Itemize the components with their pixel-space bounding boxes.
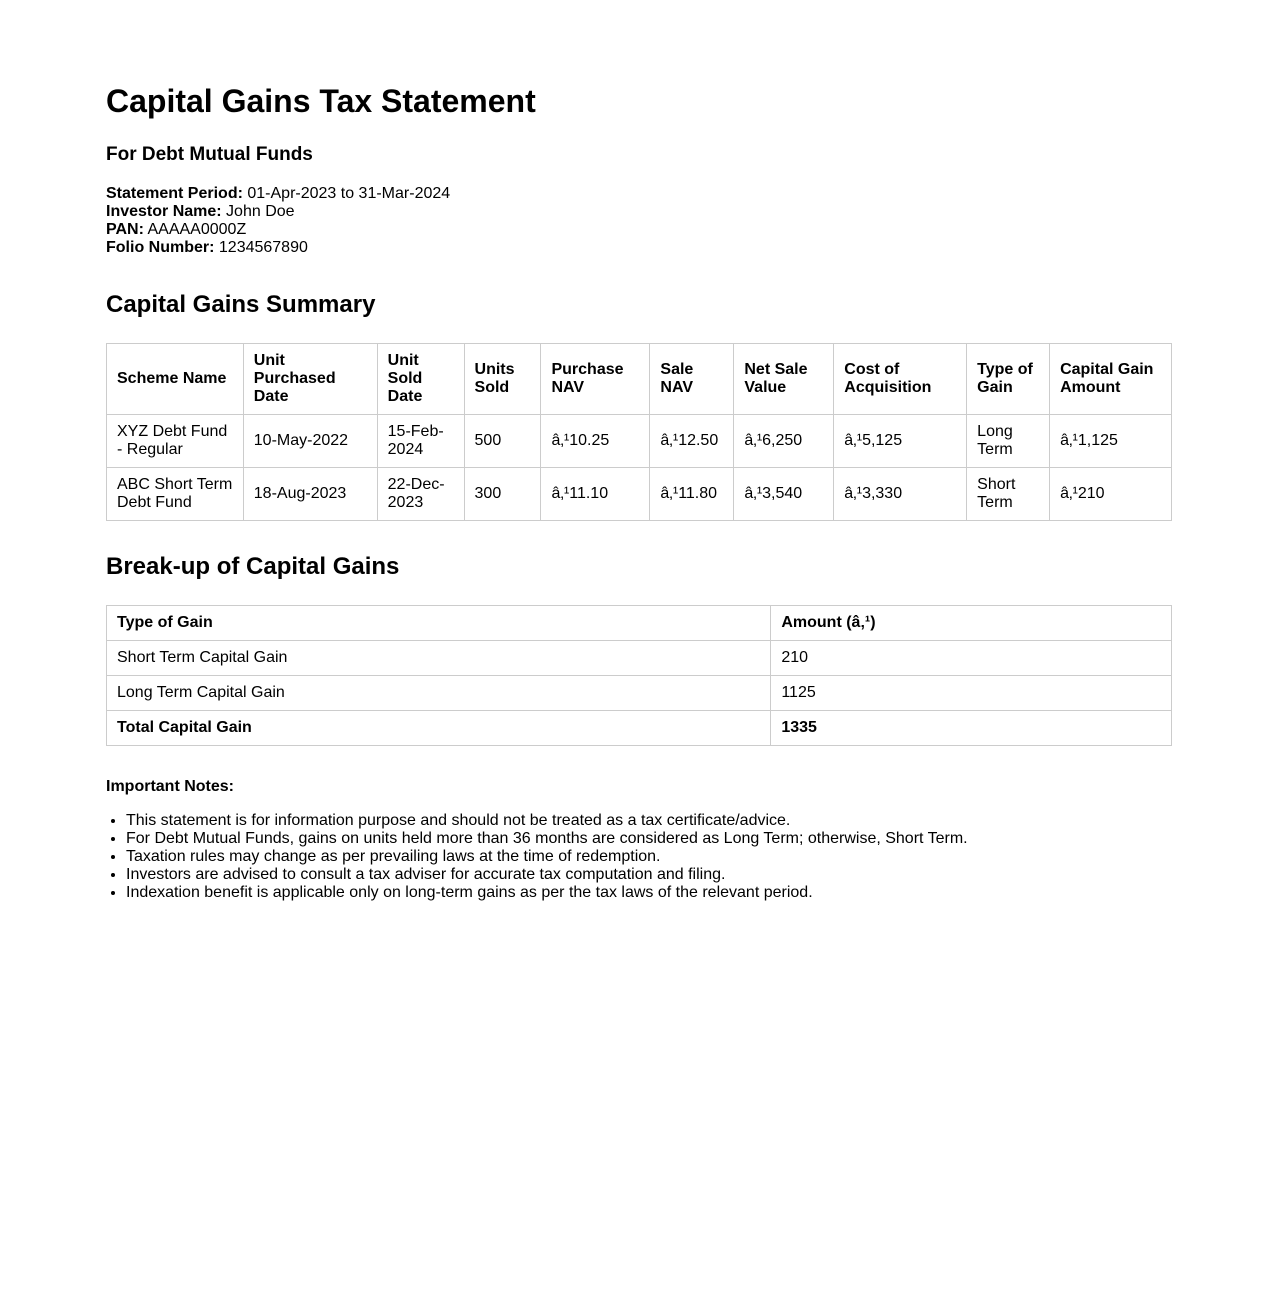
table-row [107,676,1172,711]
total-label: Total Capital Gain [107,711,771,746]
statement-period-label: Statement Period: [106,185,243,202]
list-item: • Investors are advised to consult a tax adviser for accurate tax computation and filing. [126,866,1172,884]
table-cell: 1125 [771,676,1172,711]
column-header: Scheme Name [107,344,244,415]
notes-title: Important Notes: [106,778,234,795]
column-header: Purchase NAV [541,344,650,415]
total-value: 1335 [771,711,1172,746]
breakup-heading: Break-up of Capital Gains [106,553,400,580]
folio-number-value: 1234567890 [218,239,308,256]
column-header: Capital Gain Amount [1050,344,1172,415]
table-cell: 300 [464,468,541,521]
folio-number-label: Folio Number: [106,239,215,256]
table-cell: â‚¹5,125 [834,415,967,468]
statement-period-value: 01-Apr-2023 to 31-Mar-2024 [247,185,451,202]
table-cell: XYZ Debt Fund - Regular [107,415,244,468]
table-cell: ABC Short Term Debt Fund [107,468,244,521]
capital-gains-breakup-table [106,605,1172,746]
page-subtitle: For Debt Mutual Funds [106,144,313,165]
list-item: • Taxation rules may change as per prevailing laws at the time of redemption. [126,848,1172,866]
investor-name-label: Investor Name: [106,203,222,220]
statement-period [106,185,1172,203]
column-header: Unit Sold Date [377,344,464,415]
table-cell: 22-Dec-2023 [377,468,464,521]
pan-value: AAAAA0000Z [147,221,247,238]
investor-name-value: John Doe [226,203,295,220]
table-cell: 500 [464,415,541,468]
list-item: • Indexation benefit is applicable only on long-term gains as per the tax laws of the relevant period. [126,884,1172,902]
pan-label: PAN: [106,221,144,238]
table-cell: â‚¹11.80 [650,468,734,521]
column-header: Amount (â‚¹) [771,606,1172,641]
list-item: • This statement is for information purpose and should not be treated as a tax certificate/advice. [126,812,1172,830]
folio-number [106,239,1172,257]
table-cell: â‚¹1,125 [1050,415,1172,468]
table-header-row [107,606,1172,641]
investor-name [106,203,1172,221]
table-cell: â‚¹11.10 [541,468,650,521]
table-row [107,415,1172,468]
table-cell: â‚¹10.25 [541,415,650,468]
column-header: Units Sold [464,344,541,415]
table-cell: Long Term [967,415,1050,468]
column-header: Net Sale Value [734,344,834,415]
capital-gains-summary-table [106,343,1172,521]
table-row [107,641,1172,676]
table-cell: â‚¹210 [1050,468,1172,521]
table-cell: 210 [771,641,1172,676]
table-cell: 18-Aug-2023 [243,468,377,521]
list-item: • For Debt Mutual Funds, gains on units held more than 36 months are considered as Long Term; otherwise, Short Term. [126,830,1172,848]
table-header-row [107,344,1172,415]
table-cell: Short Term [967,468,1050,521]
column-header: Type of Gain [107,606,771,641]
table-cell: Short Term Capital Gain [107,641,771,676]
column-header: Cost of Acquisition [834,344,967,415]
table-cell: 10-May-2022 [243,415,377,468]
table-row [107,468,1172,521]
column-header: Sale NAV [650,344,734,415]
summary-heading: Capital Gains Summary [106,291,376,318]
table-cell: â‚¹3,330 [834,468,967,521]
table-cell: â‚¹6,250 [734,415,834,468]
table-cell: â‚¹12.50 [650,415,734,468]
statement-details [106,185,1172,257]
page-title: Capital Gains Tax Statement [106,83,536,119]
total-row [107,711,1172,746]
column-header: Unit Purchased Date [243,344,377,415]
table-cell: â‚¹3,540 [734,468,834,521]
column-header: Type of Gain [967,344,1050,415]
notes-list [106,812,1172,902]
table-cell: 15-Feb-2024 [377,415,464,468]
table-cell: Long Term Capital Gain [107,676,771,711]
pan [106,221,1172,239]
